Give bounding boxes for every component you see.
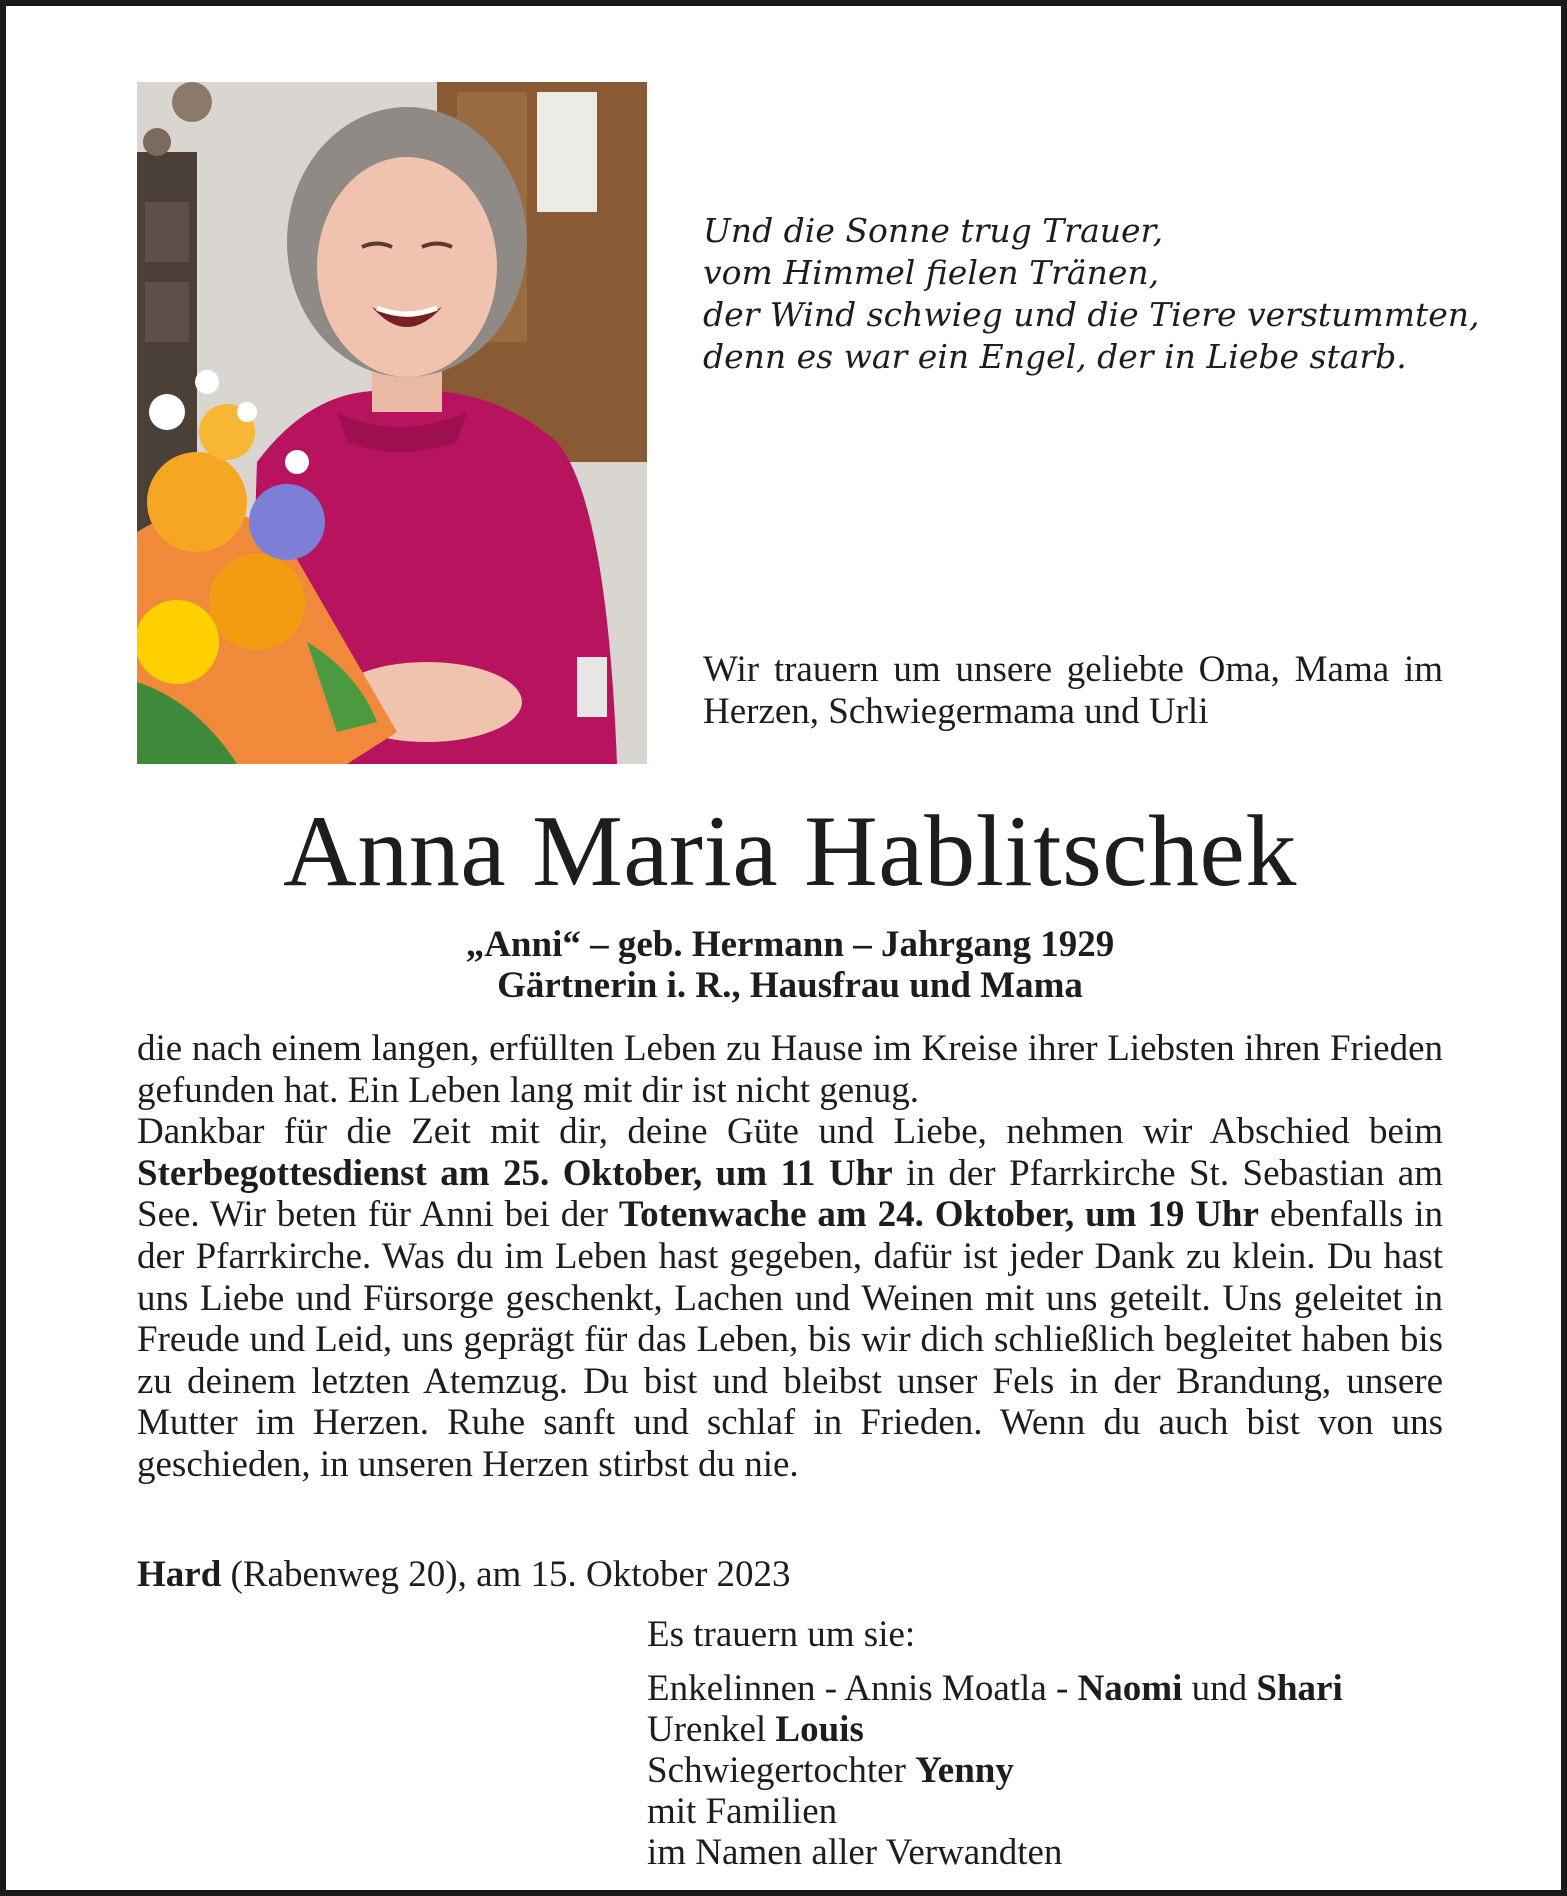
place-town: Hard — [137, 1554, 222, 1595]
mourner-line — [647, 1750, 1447, 1791]
obituary-body — [137, 1028, 1443, 1486]
mourners-list — [647, 1614, 1447, 1873]
mourner-text: Enkelinnen - Annis Moatla - — [647, 1668, 1078, 1709]
mourner-line — [647, 1668, 1447, 1709]
body-text: Dankbar für die Zeit mit dir, deine Güte und Liebe, nehmen wir Abschied beim — [137, 1111, 1443, 1153]
mourner-line: mit Familien — [647, 1791, 838, 1832]
poem-line: der Wind schwieg und die Tiere verstummten, — [703, 295, 1480, 334]
portrait-photo — [137, 82, 647, 764]
mourner-name: Louis — [775, 1709, 864, 1750]
poem-line: denn es war ein Engel, der in Liebe starb. — [703, 337, 1407, 376]
subtitle-line-2: Gärtnerin i. R., Hausfrau und Mama — [497, 965, 1083, 1006]
poem-line: vom Himmel fielen Tränen, — [703, 253, 1160, 292]
mourner-name: Yenny — [915, 1750, 1014, 1791]
poem-line: Und die Sonne trug Trauer, — [703, 211, 1164, 250]
intro-text: Wir trauern um unsere geliebte Oma, Mama im Herzen, Schwiegermama und Urli — [703, 649, 1443, 732]
mourner-name: Shari — [1256, 1668, 1343, 1709]
place-address-date: (Rabenweg 20), am 15. Oktober 2023 — [221, 1554, 791, 1595]
mourner-text: Schwiegertochter — [647, 1750, 916, 1791]
body-text: in der Pfarrkirche St. Sebastian am See. Wir beten für Anni bei der — [137, 1152, 1444, 1236]
poem — [703, 210, 1480, 378]
mourner-name: Naomi — [1077, 1668, 1183, 1709]
deceased-subtitle — [137, 924, 1443, 1006]
funeral-service-info: Sterbegottesdienst am 25. Oktober, um 11 Uhr — [137, 1152, 893, 1194]
subtitle-line-1: „Anni“ – geb. Hermann – Jahrgang 1929 — [465, 924, 1115, 965]
mourners-header: Es trauern um sie: — [647, 1614, 916, 1655]
mourner-text: und — [1182, 1668, 1257, 1709]
place-date — [137, 1554, 1037, 1596]
mourner-text: Urenkel — [647, 1709, 776, 1750]
body-text: ebenfalls in der Pfarrkirche. Was du im Leben hast gegeben, dafür ist jeder Dank zu klein. Du hast uns Liebe und Fürsorge geschenkt, Lachen und Weinen mit uns geteilt. Uns geleitet in Freude und Leid, uns geprägt für das Leben, bis wir dich schließlich begleitet haben bis zu deinem letzten Atemzug. Du bist und bleibst unser Fels in der Brandung, unsere Mutter im Herzen. Ruhe sanft und schlaf in Frieden. Wenn du auch bist von uns geschieden, in unseren Herzen stirbst du nie. — [137, 1194, 1444, 1485]
portrait-image-icon — [137, 82, 647, 764]
body-paragraph-1: die nach einem langen, erfüllten Leben zu Hause im Kreise ihrer Liebsten ihren Frieden gefunden hat. Ein Leben lang mit dir ist nicht genug. — [137, 1028, 1443, 1111]
mourner-line: im Namen aller Verwandten — [647, 1832, 1063, 1873]
mourner-line — [647, 1709, 1447, 1750]
wake-info: Totenwache am 24. Oktober, um 19 Uhr — [618, 1194, 1259, 1236]
deceased-name: Anna Maria Hablitschek — [283, 795, 1297, 908]
